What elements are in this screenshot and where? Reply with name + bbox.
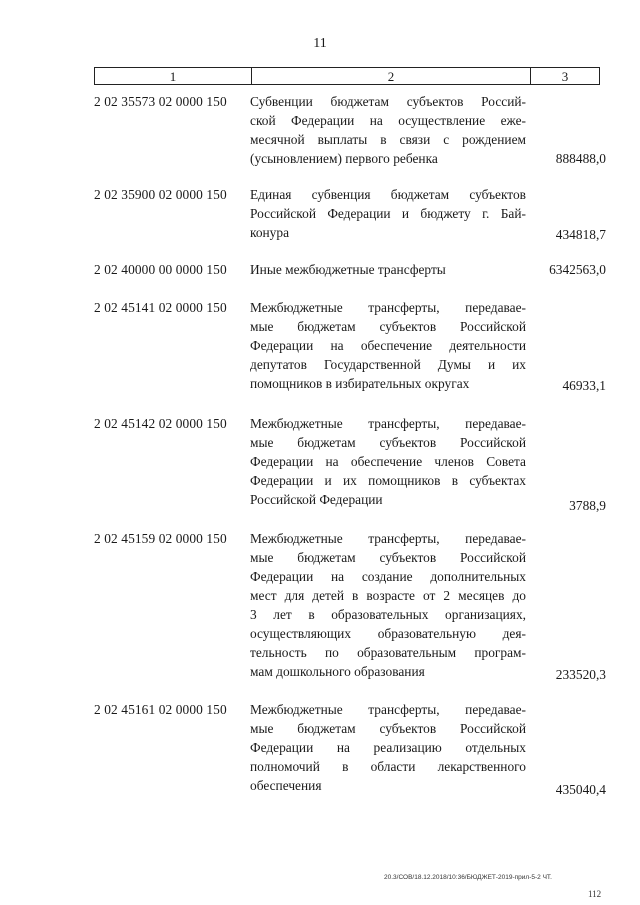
budget-code: 2 02 45159 02 0000 150	[94, 531, 227, 546]
row-description	[250, 260, 526, 279]
table-row	[94, 414, 606, 512]
row-amount: 3788,9	[569, 498, 606, 513]
table-row	[94, 700, 606, 798]
column-header-3: 3	[531, 68, 600, 85]
budget-code: 2 02 45161 02 0000 150	[94, 702, 227, 717]
row-amount: 6342563,0	[549, 262, 606, 277]
page-number: 11	[313, 36, 327, 51]
description-line: мест для детей в возрасте от 2 месяцев до	[250, 588, 526, 603]
column-header-1: 1	[95, 68, 252, 85]
description-line: мам дошкольного образования	[250, 664, 425, 679]
description-line: ской Федерации на осуществление еже-	[250, 113, 526, 128]
description-line: мые бюджетам субъектов Российской	[250, 435, 526, 450]
description-line: помощников в избирательных округах	[250, 376, 470, 391]
description-line: конура	[250, 225, 290, 240]
description-line: Иные межбюджетные трансферты	[250, 262, 446, 277]
row-amount: 435040,4	[555, 782, 606, 797]
table-row	[94, 92, 606, 172]
sheet-mark: 112	[588, 889, 602, 899]
description-line: обеспечения	[250, 778, 322, 793]
description-line: 3 лет в образовательных организациях,	[250, 607, 526, 622]
row-amount: 434818,7	[555, 227, 606, 242]
table-row	[94, 529, 606, 684]
description-line: осуществляющих образовательную дея-	[250, 626, 526, 641]
description-line: Субвенции бюджетам субъектов Россий-	[250, 94, 526, 109]
column-header-2: 2	[252, 68, 531, 85]
description-line: мые бюджетам субъектов Российской	[250, 319, 526, 334]
description-line: Федерации на создание дополнительных	[250, 569, 526, 584]
table-row	[94, 185, 606, 245]
description-line: Федерации на реализацию отдельных	[250, 740, 526, 755]
description-line: Межбюджетные трансферты, передавае-	[250, 416, 526, 431]
row-amount: 888488,0	[555, 151, 606, 166]
description-line: тельность по образовательным програм-	[250, 645, 526, 660]
description-line: мые бюджетам субъектов Российской	[250, 721, 526, 736]
description-line: мые бюджетам субъектов Российской	[250, 550, 526, 565]
table-row	[94, 260, 606, 280]
description-line: полномочий в области лекарственного	[250, 759, 526, 774]
description-line: депутатов Государственной Думы и их	[250, 357, 526, 372]
description-line: месячной выплаты в связи с рождением	[250, 132, 526, 147]
description-line: (усыновлением) первого ребенка	[250, 151, 438, 166]
description-line: Межбюджетные трансферты, передавае-	[250, 300, 526, 315]
description-line: Межбюджетные трансферты, передавае-	[250, 702, 526, 717]
budget-code: 2 02 45142 02 0000 150	[94, 416, 227, 431]
row-amount: 233520,3	[555, 667, 606, 682]
description-line: Российской Федерации и бюджету г. Бай-	[250, 206, 526, 221]
description-line: Российской Федерации	[250, 492, 383, 507]
row-description	[250, 414, 526, 509]
budget-code: 2 02 35900 02 0000 150	[94, 187, 227, 202]
description-line: Межбюджетные трансферты, передавае-	[250, 531, 526, 546]
row-description	[250, 185, 526, 242]
document-stamp: 20.3/СОВ/18.12.2018/10:36/БЮДЖЕТ-2019-прил-5-2 ЧТ.	[384, 874, 552, 881]
row-description	[250, 700, 526, 795]
budget-code: 2 02 40000 00 0000 150	[94, 262, 227, 277]
row-amount: 46933,1	[562, 378, 606, 393]
row-description	[250, 92, 526, 168]
description-line: Единая субвенция бюджетам субъектов	[250, 187, 526, 202]
table-header	[94, 67, 600, 85]
budget-code: 2 02 35573 02 0000 150	[94, 94, 227, 109]
budget-code: 2 02 45141 02 0000 150	[94, 300, 227, 315]
row-description	[250, 298, 526, 393]
description-line: Федерации на обеспечение деятельности	[250, 338, 526, 353]
description-line: Федерации и их помощников в субъектах	[250, 473, 526, 488]
table-row	[94, 298, 606, 396]
row-description	[250, 529, 526, 681]
description-line: Федерации на обеспечение членов Совета	[250, 454, 526, 469]
